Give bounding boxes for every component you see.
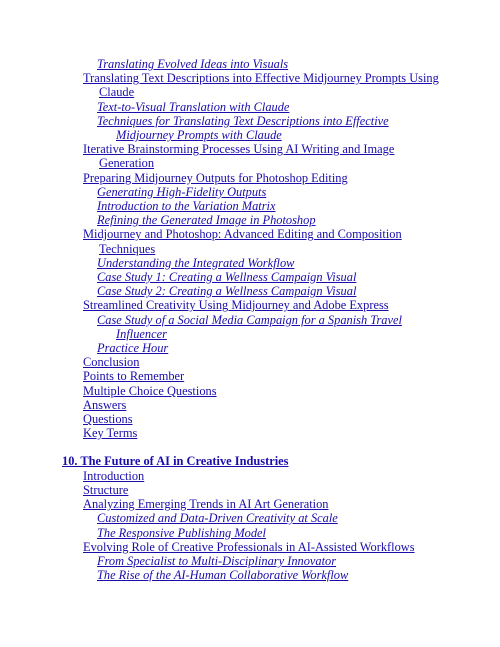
toc-entry-link[interactable] (0, 227, 500, 255)
toc-entry-link[interactable] (0, 114, 500, 142)
toc-entry-text: Refining the Generated Image in Photoshop (97, 213, 316, 228)
toc-entry-link[interactable] (0, 171, 500, 185)
toc-entry-text: Conclusion (83, 355, 140, 370)
toc-entry-text: Introduction (83, 468, 145, 483)
toc-entry-link[interactable] (0, 256, 500, 270)
toc-entry-link[interactable] (0, 526, 500, 540)
toc-entry-link[interactable] (0, 384, 500, 398)
toc-entry-text: Key Terms (83, 426, 138, 441)
toc-entry-link[interactable] (0, 270, 500, 284)
toc-entry-text: 10. The Future of AI in Creative Industries (62, 454, 289, 469)
toc-entry-link[interactable] (0, 142, 500, 170)
toc-entry-link[interactable] (0, 355, 500, 369)
toc-entry-text: Answers (83, 397, 127, 412)
toc-entry-text: Text-to-Visual Translation with Claude (97, 99, 290, 114)
toc-entry-link[interactable] (0, 100, 500, 114)
toc-entry-link[interactable] (0, 341, 500, 355)
toc-entry-text: Translating Text Descriptions into Effective Midjourney Prompts Using (83, 71, 439, 86)
toc-entry-text: Practice Hour (97, 341, 169, 356)
toc-entry-continuation: Generation (99, 156, 155, 171)
toc-entry-text: Questions (83, 412, 133, 427)
toc-entry-link[interactable] (0, 71, 500, 99)
toc-entry-text: Points to Remember (83, 369, 185, 384)
toc-entry-text: Introduction to the Variation Matrix (97, 199, 276, 214)
toc-entry-text: Case Study 2: Creating a Wellness Campaign Visual (97, 284, 357, 299)
toc-chapter-link[interactable] (0, 454, 500, 468)
toc-entry-text: Techniques for Translating Text Descriptions into Effective (97, 113, 389, 128)
toc-entry-continuation: Claude (99, 85, 135, 100)
toc-entry-link[interactable] (0, 284, 500, 298)
toc-entry-continuation: Influencer (116, 326, 167, 341)
toc-entry-link[interactable] (0, 185, 500, 199)
toc-entry-text: Translating Evolved Ideas into Visuals (97, 57, 289, 71)
toc-entry-link[interactable] (0, 483, 500, 497)
toc-entry-link[interactable] (0, 497, 500, 511)
toc-entry-link[interactable] (0, 426, 500, 440)
toc-entry-text: Streamlined Creativity Using Midjourney and Adobe Express (83, 298, 389, 313)
toc-entry-text: Iterative Brainstorming Processes Using AI Writing and Image (83, 142, 395, 157)
table-of-contents (0, 57, 500, 582)
toc-entry-text: Understanding the Integrated Workflow (97, 255, 295, 270)
toc-entry-text: Midjourney and Photoshop: Advanced Editing and Composition (83, 227, 402, 242)
toc-entry-link[interactable] (0, 313, 500, 341)
toc-entry-link[interactable] (0, 568, 500, 582)
toc-entry-link[interactable] (0, 57, 500, 71)
toc-entry-text: The Rise of the AI-Human Collaborative Workflow (97, 568, 349, 583)
toc-entry-text: Generating High-Fidelity Outputs (97, 184, 267, 199)
toc-entry-link[interactable] (0, 412, 500, 426)
toc-entry-text: Case Study 1: Creating a Wellness Campaign Visual (97, 270, 357, 285)
toc-entry-link[interactable] (0, 469, 500, 483)
toc-entry-link[interactable] (0, 540, 500, 554)
toc-entry-text: Multiple Choice Questions (83, 383, 217, 398)
toc-entry-link[interactable] (0, 298, 500, 312)
toc-entry-text: The Responsive Publishing Model (97, 525, 266, 540)
toc-entry-link[interactable] (0, 554, 500, 568)
toc-entry-text: Analyzing Emerging Trends in AI Art Generation (83, 497, 329, 512)
toc-entry-text: Preparing Midjourney Outputs for Photoshop Editing (83, 170, 348, 185)
toc-entry-link[interactable] (0, 369, 500, 383)
toc-entry-text: From Specialist to Multi-Disciplinary Innovator (97, 553, 337, 568)
toc-entry-link[interactable] (0, 511, 500, 525)
toc-entry-continuation: Techniques (99, 241, 156, 256)
toc-entry-text: Structure (83, 482, 129, 497)
toc-entry-link[interactable] (0, 199, 500, 213)
toc-entry-link[interactable] (0, 213, 500, 227)
toc-entry-text: Case Study of a Social Media Campaign for a Spanish Travel (97, 312, 402, 327)
toc-entry-text: Evolving Role of Creative Professionals in AI-Assisted Workflows (83, 539, 415, 554)
toc-entry-text: Customized and Data-Driven Creativity at Scale (97, 511, 338, 526)
toc-entry-link[interactable] (0, 398, 500, 412)
toc-entry-continuation: Midjourney Prompts with Claude (116, 128, 282, 143)
